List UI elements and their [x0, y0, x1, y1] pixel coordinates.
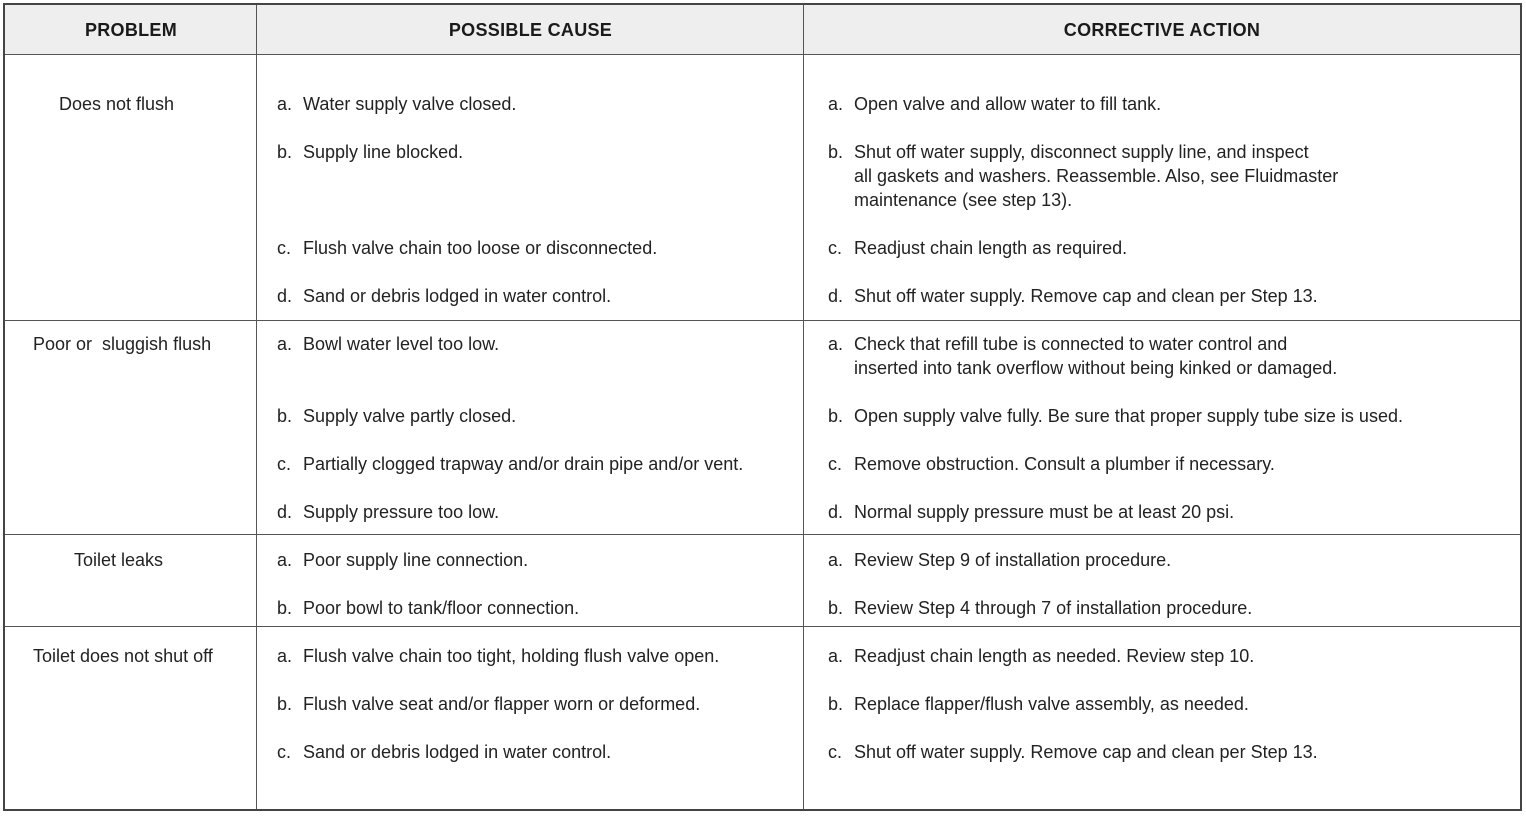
cause-item: a. Bowl water level too low. [277, 334, 500, 354]
cause-item: b. Poor bowl to tank/floor connection. [277, 598, 580, 618]
header-corrective-action: CORRECTIVE ACTION [1063, 20, 1261, 40]
cause-item: a. Water supply valve closed. [277, 94, 517, 114]
action-item: c. Readjust chain length as required. [828, 238, 1128, 258]
problem-cell: Does not flush [59, 94, 175, 114]
action-item: d. Normal supply pressure must be at least 20 psi. [828, 502, 1235, 522]
cause-item: c. Flush valve chain too loose or disconnected. [277, 238, 658, 258]
cause-item: a. Flush valve chain too tight, holding flush valve open. [277, 646, 720, 666]
row-divider [5, 534, 1520, 535]
troubleshooting-table [3, 3, 1522, 811]
action-item: a. Check that refill tube is connected to water control and inserted into tank overflow without being kinked or damaged. [828, 334, 1338, 378]
row-divider [5, 320, 1520, 321]
cause-item: b. Flush valve seat and/or flapper worn or deformed. [277, 694, 701, 714]
cause-item: c. Sand or debris lodged in water control. [277, 742, 612, 762]
row-divider [5, 626, 1520, 627]
cause-item: d. Supply pressure too low. [277, 502, 500, 522]
cause-item: b. Supply valve partly closed. [277, 406, 517, 426]
action-item: b. Replace flapper/flush valve assembly, as needed. [828, 694, 1249, 714]
action-item: c. Shut off water supply. Remove cap and clean per Step 13. [828, 742, 1318, 762]
action-item: b. Shut off water supply, disconnect supply line, and inspect all gaskets and washers. Reassemble. Also, see Fluidmaster maintenance (see step 13). [828, 142, 1339, 210]
column-divider [256, 5, 257, 809]
problem-cell: Toilet does not shut off [33, 646, 213, 666]
action-item: a. Review Step 9 of installation procedure. [828, 550, 1172, 570]
cause-item: c. Partially clogged trapway and/or drain pipe and/or vent. [277, 454, 744, 474]
problem-cell: Poor or sluggish flush [33, 334, 212, 354]
row-divider [5, 54, 1520, 55]
action-item: a. Readjust chain length as needed. Review step 10. [828, 646, 1255, 666]
action-item: a. Open valve and allow water to fill tank. [828, 94, 1162, 114]
header-problem: PROBLEM [84, 20, 178, 40]
cause-item: a. Poor supply line connection. [277, 550, 529, 570]
column-divider [803, 5, 804, 809]
action-item: c. Remove obstruction. Consult a plumber if necessary. [828, 454, 1275, 474]
cause-item: d. Sand or debris lodged in water control. [277, 286, 612, 306]
header-possible-cause: POSSIBLE CAUSE [448, 20, 613, 40]
cause-item: b. Supply line blocked. [277, 142, 464, 162]
action-item: d. Shut off water supply. Remove cap and clean per Step 13. [828, 286, 1318, 306]
action-item: b. Open supply valve fully. Be sure that proper supply tube size is used. [828, 406, 1403, 426]
problem-cell: Toilet leaks [74, 550, 164, 570]
action-item: b. Review Step 4 through 7 of installation procedure. [828, 598, 1253, 618]
